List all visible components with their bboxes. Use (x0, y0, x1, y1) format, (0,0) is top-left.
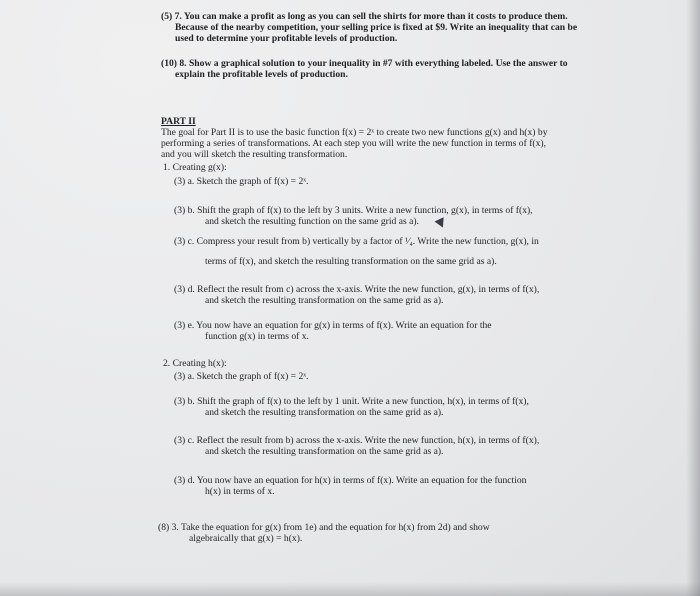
s2-item-b-line2: and sketch the resulting transformation on the same grid as a). (205, 407, 444, 418)
s1-item-e-line1: (3) e. You now have an equation for g(x) in terms of f(x). Write an equation for the (174, 320, 492, 331)
part2-intro-2: performing a series of transformations. At each step you will write the new function in terms of f(x), (161, 138, 546, 149)
s2-item-c-line2: and sketch the resulting transformation on the same grid as a). (205, 446, 444, 457)
q7-line-2: Because of the nearby competition, your selling price is fixed at $9. Write an inequality that can be (175, 22, 578, 33)
part2-intro-3: and you will sketch the resulting transformation. (161, 149, 348, 160)
s2-item-c-line1: (3) c. Reflect the result from b) across the x-axis. Write the new function, h(x), in terms of f(x), (174, 435, 540, 446)
s1-item-c-line1: (3) c. Compress your result from b) vertically by a factor of ¹⁄₄. Write the new function, g(x), in (174, 236, 539, 247)
s2-item-b-line1: (3) b. Shift the graph of f(x) to the left by 1 unit. Write a new function, h(x), in terms of f(x), (174, 396, 529, 407)
q7-line-3: used to determine your profitable levels of production. (175, 33, 398, 44)
s1-item-b-line1: (3) b. Shift the graph of f(x) to the left by 3 units. Write a new function, g(x), in terms of f(x), (174, 205, 533, 216)
s1-item-c-line2: terms of f(x), and sketch the resulting transformation on the same grid as a). (205, 256, 497, 267)
page-edge-shadow (686, 0, 700, 596)
part2-heading: PART II (161, 116, 196, 127)
s2-item-d-line1: (3) d. You now have an equation for h(x) in terms of f(x). Write an equation for the function (174, 475, 527, 486)
q8-line-2: explain the profitable levels of production. (175, 69, 348, 80)
s1-item-d-line2: and sketch the resulting transformation on the same grid as a). (205, 295, 444, 306)
s1-item-e-line2: function g(x) in terms of x. (205, 331, 309, 342)
s1-item-b-line2: and sketch the resulting function on the same grid as a). (205, 216, 419, 227)
q7-line-1: (5) 7. You can make a profit as long as you can sell the shirts for more than it costs to produce them. (161, 11, 568, 22)
s2-item-d-line2: h(x) in terms of x. (205, 486, 275, 497)
s1-item-d-line1: (3) d. Reflect the result from c) across the x-axis. Write the new function, g(x), in terms of f(x), (174, 284, 540, 295)
s1-item-a: (3) a. Sketch the graph of f(x) = 2ˣ. (174, 176, 309, 187)
page-bottom-shadow (0, 582, 700, 596)
mouse-cursor-icon (435, 217, 448, 229)
s2-item-a: (3) a. Sketch the graph of f(x) = 2ˣ. (174, 371, 309, 382)
q3-line-2: algebraically that g(x) = h(x). (189, 533, 303, 544)
part2-intro-1: The goal for Part II is to use the basic function f(x) = 2ˣ to create two new functions g(x) and h(x) by (161, 127, 548, 138)
q8-line-1: (10) 8. Show a graphical solution to your inequality in #7 with everything labeled. Use the answer to (161, 58, 568, 69)
section1-title: 1. Creating g(x): (163, 162, 227, 173)
section2-title: 2. Creating h(x): (163, 358, 227, 369)
q3-line-1: (8) 3. Take the equation for g(x) from 1e) and the equation for h(x) from 2d) and show (158, 522, 490, 533)
